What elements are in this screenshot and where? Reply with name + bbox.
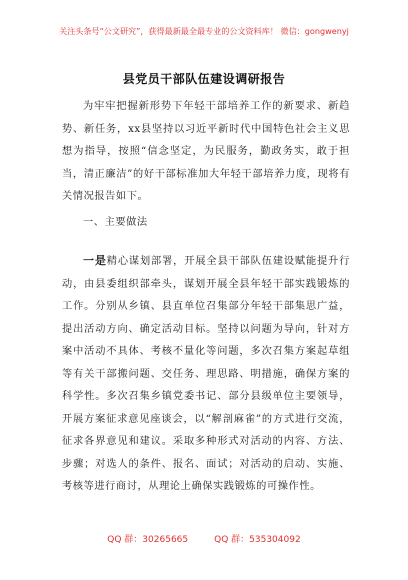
qq-group-2: QQ 群：535304092 <box>214 535 301 545</box>
document-title: 县党员干部队伍建设调研报告 <box>122 72 286 86</box>
section-heading: 一、主要做法 <box>83 217 148 228</box>
body-paragraph <box>62 250 350 499</box>
qq-group-1: QQ 群：30265665 <box>107 535 189 545</box>
intro-paragraph: 为牢牢把握新形势下年轻干部培养工作的新要求、新趋势、新任务，xx县坚持以习近平新时代中国特色社会主义思想为指导，按照“信念坚定，为民服务，勤政务实，敢于担当，清正廉洁”的好干部标准加大年轻干部培养力度，现将有关情况报告如下。 <box>62 101 350 202</box>
paragraph-body: 精心谋划部署，开展全县干部队伍建设赋能提升行动，由县委组织部牵头，谋划开展全县年轻干部实践锻炼的工作。分别从乡镇、县直单位召集部分年轻干部集思广益，提出活动方向、确定活动目标。坚持以问题为导向，针对方案中活动不具体、考核不量化等问题，多次召集方案起草组等有关干部搬问题、交任务、理思路、明措施，确保方案的科学性。多次召集乡镇党委书记、部分县级单位主要领导，开展方案征求意见座谈会，以“解剖麻雀”的方式进行交流，征求各界意见和建议。采取多种形式对活动的内容、方法、步骤；对选人的条件、报名、面试；对活动的启动、实施、考核等进行商讨，从理论上确保实践锻炼的可操作性。 <box>62 256 350 492</box>
promo-header: 关注头条号“公文研究”，获得最新最全最专业的公文资料库！ 微信：gongwenyj <box>59 26 349 36</box>
contact-footer <box>0 532 408 545</box>
paragraph-lead: 一是 <box>83 254 107 267</box>
